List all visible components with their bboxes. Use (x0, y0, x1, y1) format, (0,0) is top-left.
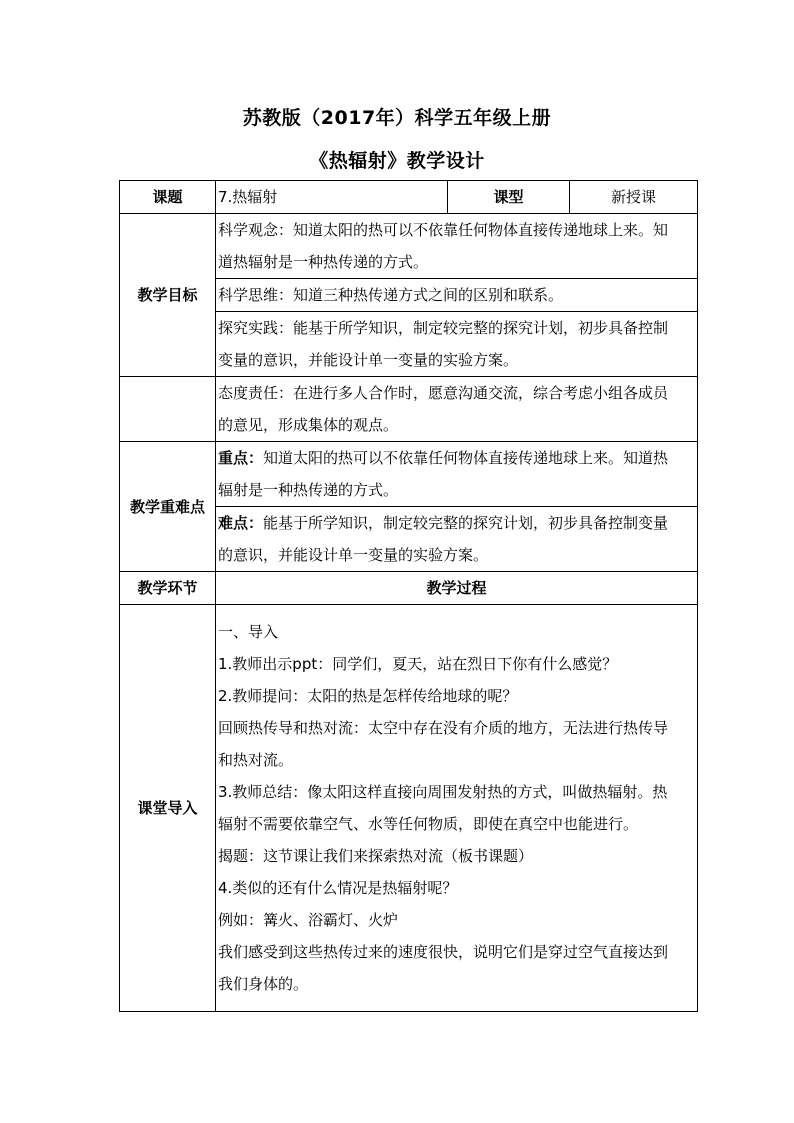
objective-concept-row (120, 214, 698, 279)
objective-concept-line: 道热辐射是一种热传递的方式。 (218, 253, 429, 271)
objective-concept (216, 214, 698, 279)
stage-label: 教学环节 (120, 572, 216, 605)
intro-line: 2.教师提问：太阳的热是怎样传给地球的呢？ (218, 687, 518, 705)
difficulty-prefix: 难点： (218, 514, 264, 532)
objective-concept-line: 科学观念：知道太阳的热可以不依靠任何物体直接传递地球上来。知 (218, 221, 669, 239)
process-header-row (120, 572, 698, 605)
document-title: 苏教版（2017年）科学五年级上册 (242, 107, 552, 129)
difficulty-line: 的意识，并能设计单一变量的实验方案。 (218, 546, 489, 564)
intro-line: 1.教师出示ppt：同学们，夏天，站在烈日下你有什么感觉？ (218, 655, 618, 673)
difficulty-text: 能基于所学知识，制定较完整的探究计划，初步具备控制变量 (263, 514, 669, 532)
document-subtitle: 《热辐射》教学设计 (309, 150, 485, 172)
intro-line: 我们感受到这些热传过来的速度很快，说明它们是穿过空气直接达到 (218, 943, 669, 961)
intro-label: 课堂导入 (120, 605, 216, 1012)
lesson-plan-table (119, 180, 698, 1012)
key-point (216, 442, 698, 507)
intro-content (216, 605, 698, 1012)
objective-practice (216, 312, 698, 377)
type-value: 新授课 (570, 181, 698, 214)
type-label: 课型 (448, 181, 570, 214)
objective-attitude (216, 377, 698, 442)
intro-line: 例如：篝火、浴霸灯、火炉 (218, 911, 399, 929)
key-point-row (120, 442, 698, 507)
difficulty-point (216, 507, 698, 572)
process-label: 教学过程 (216, 572, 698, 605)
empty-label-cell (120, 377, 216, 442)
objective-attitude-row (120, 377, 698, 442)
key-point-text: 知道太阳的热可以不依靠任何物体直接传递地球上来。知道热 (263, 449, 669, 467)
intro-line: 回顾热传导和热对流：太空中存在没有介质的地方，无法进行热传导 (218, 719, 669, 737)
objective-attitude-line: 的意见，形成集体的观点。 (218, 416, 399, 434)
difficulty-line (218, 507, 695, 539)
topic-label: 课题 (120, 181, 216, 214)
objectives-label: 教学目标 (120, 214, 216, 377)
intro-line: 3.教师总结：像太阳这样直接向周围发射热的方式，叫做热辐射。热 (218, 783, 668, 801)
objective-practice-line: 探究实践：能基于所学知识，制定较完整的探究计划，初步具备控制 (218, 319, 669, 337)
objective-attitude-line: 态度责任：在进行多人合作时，愿意沟通交流，综合考虑小组各成员 (218, 384, 669, 402)
objective-practice-line: 变量的意识，并能设计单一变量的实验方案。 (218, 351, 519, 369)
key-point-prefix: 重点： (218, 449, 264, 467)
intro-line: 一、导入 (218, 623, 279, 641)
topic-row (120, 181, 698, 214)
intro-line: 揭题：这节课让我们来探索热对流（板书课题） (218, 847, 534, 865)
key-point-line: 辐射是一种热传递的方式。 (218, 481, 399, 499)
objective-thinking: 科学思维：知道三种热传递方式之间的区别和联系。 (216, 279, 698, 312)
intro-line: 辐射不需要依靠空气、水等任何物质，即使在真空中也能进行。 (218, 815, 639, 833)
topic-value: 7.热辐射 (216, 181, 448, 214)
intro-line: 和热对流。 (218, 751, 294, 769)
key-point-line (218, 442, 695, 474)
key-points-label: 教学重难点 (120, 442, 216, 572)
intro-line: 4.类似的还有什么情况是热辐射呢？ (218, 879, 458, 897)
intro-line: 我们身体的。 (218, 975, 309, 993)
intro-row (120, 605, 698, 1012)
